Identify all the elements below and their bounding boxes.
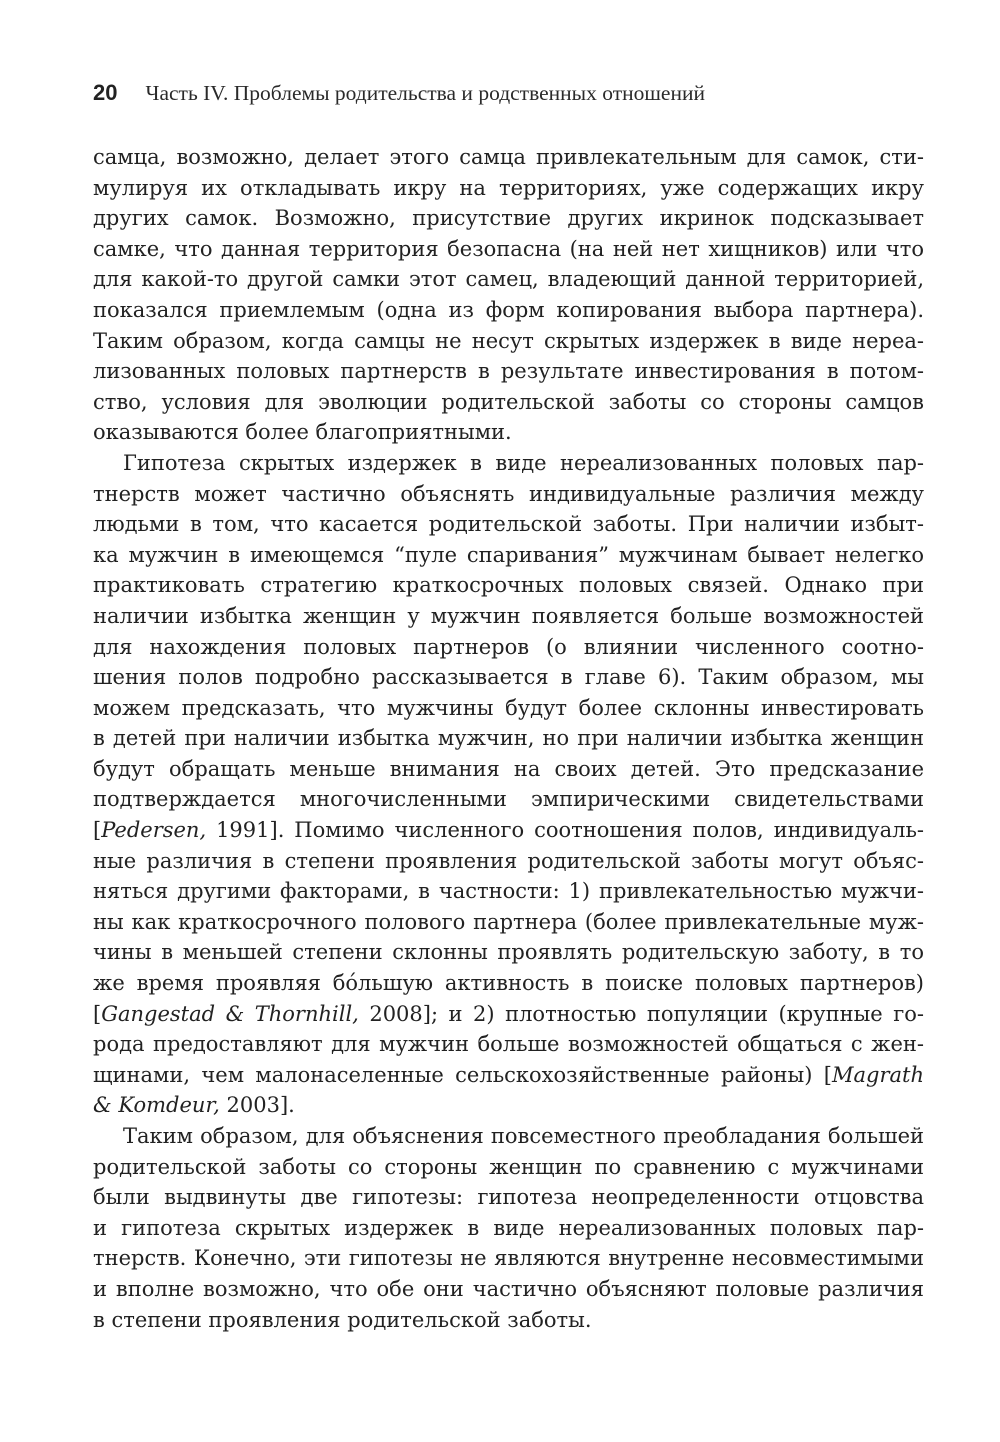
citation-author: Magrath <box>832 1062 924 1087</box>
text-line: самца, возможно, делает этого самца привлекательным для самок, сти- <box>93 145 924 169</box>
text-line: рода предоставляют для мужчин больше возможностей общаться с жен- <box>93 1032 924 1057</box>
text-fragment: 2003]. <box>219 1093 295 1118</box>
text-line: в детей при наличии избытка мужчин, но при наличии избытка женщин <box>93 726 924 751</box>
citation-author: & Komdeur, <box>93 1093 220 1118</box>
text-line: оказываются более благоприятными. <box>93 420 512 445</box>
text-line: ка мужчин в имеющемся “пуле спаривания” мужчинам бывает нелегко <box>93 542 924 567</box>
text-line: тнерств. Конечно, эти гипотезы не являются внутренне несовместимыми <box>93 1246 924 1271</box>
text-line: подтверждается многочисленными эмпирическими свидетельствами <box>93 787 924 812</box>
text-line-with-citation: [Pedersen, 1991]. Помимо численного соотношения полов, индивидуаль- <box>93 818 924 843</box>
text-line: можем предсказать, что мужчины будут более склонны инвестировать <box>93 695 924 720</box>
text-line: же время проявляя бо́льшую активность в поиске половых партнеров) <box>93 971 924 996</box>
running-head <box>93 80 923 110</box>
text-line: других самок. Возможно, присутствие других икринок подсказывает <box>93 206 924 231</box>
body-text <box>93 142 924 1335</box>
text-line: практиковать стратегию краткосрочных половых связей. Однако при <box>93 573 924 598</box>
text-line: чины в меньшей степени склонны проявлять родительскую заботу, в то <box>93 940 924 965</box>
text-line: будут обращать меньше внимания на своих детей. Это предсказание <box>93 756 924 781</box>
text-line: в степени проявления родительской заботы. <box>93 1307 592 1332</box>
text-line: ные различия в степени проявления родительской заботы могут объяс- <box>93 848 924 873</box>
text-line: людьми в том, что касается родительской заботы. При наличии избыт- <box>93 512 924 537</box>
text-line-with-citation: [Gangestad & Thornhill, 2008]; и 2) плотностью популяции (крупные го- <box>93 1001 924 1026</box>
citation-author: Pedersen, <box>101 818 207 843</box>
text-line: няться другими факторами, в частности: 1) привлекательностью мужчи- <box>93 879 924 904</box>
text-line-with-citation <box>93 1090 924 1121</box>
page-number: 20 <box>93 80 118 105</box>
paragraph-1 <box>93 142 924 448</box>
text-line: и вполне возможно, что обе они частично объясняют половые различия <box>93 1276 924 1301</box>
text-line: тнерств может частично объяснять индивидуальные различия между <box>93 481 924 506</box>
text-line: шения полов подробно рассказывается в главе 6). Таким образом, мы <box>93 665 924 690</box>
paragraph-3 <box>93 1121 924 1335</box>
citation-author: Gangestad & Thornhill, <box>101 1001 359 1026</box>
text-line: показался приемлемым (одна из форм копирования выбора партнера). <box>93 297 924 322</box>
text-line: Таким образом, для объяснения повсеместного преобладания большей <box>123 1124 924 1148</box>
paragraph-2 <box>93 448 924 1121</box>
text-fragment: 1991]. Помимо численного соотношения полов, индивидуаль- <box>206 818 924 843</box>
text-line: и гипотеза скрытых издержек в виде нереализованных половых пар- <box>93 1215 924 1240</box>
text-line: ство, условия для эволюции родительской заботы со стороны самцов <box>93 389 924 414</box>
text-line: для какой-то другой самки этот самец, владеющий данной территорией, <box>93 267 924 292</box>
text-line: Гипотеза скрытых издержек в виде нереализованных половых пар- <box>123 450 924 475</box>
text-line: родительской заботы со стороны женщин по сравнению с мужчинами <box>93 1154 924 1179</box>
text-line: мулируя их откладывать икру на территориях, уже содержащих икру <box>93 175 924 200</box>
text-line: Таким образом, когда самцы не несут скрытых издержек в виде нереа- <box>93 328 924 353</box>
text-line: для нахождения половых партнеров (о влиянии численного соотно- <box>93 634 924 659</box>
text-fragment: щинами, чем малонаселенные сельскохозяйственные районы) [ <box>93 1062 832 1087</box>
text-line: самке, что данная территория безопасна (на ней нет хищников) или что <box>93 236 924 261</box>
text-line: ны как краткосрочного полового партнера (более привлекательные муж- <box>93 909 924 934</box>
text-fragment: 2008]; и 2) плотностью популяции (крупные го- <box>358 1001 924 1026</box>
text-line: лизованных половых партнерств в результате инвестирования в потом- <box>93 359 924 384</box>
text-line-with-citation <box>93 1060 924 1091</box>
text-line: были выдвинуты две гипотезы: гипотеза неопределенности отцовства <box>93 1185 924 1210</box>
section-title: Часть IV. Проблемы родительства и родственных отношений <box>145 81 705 105</box>
text-line: наличии избытка женщин у мужчин появляется больше возможностей <box>93 603 924 628</box>
